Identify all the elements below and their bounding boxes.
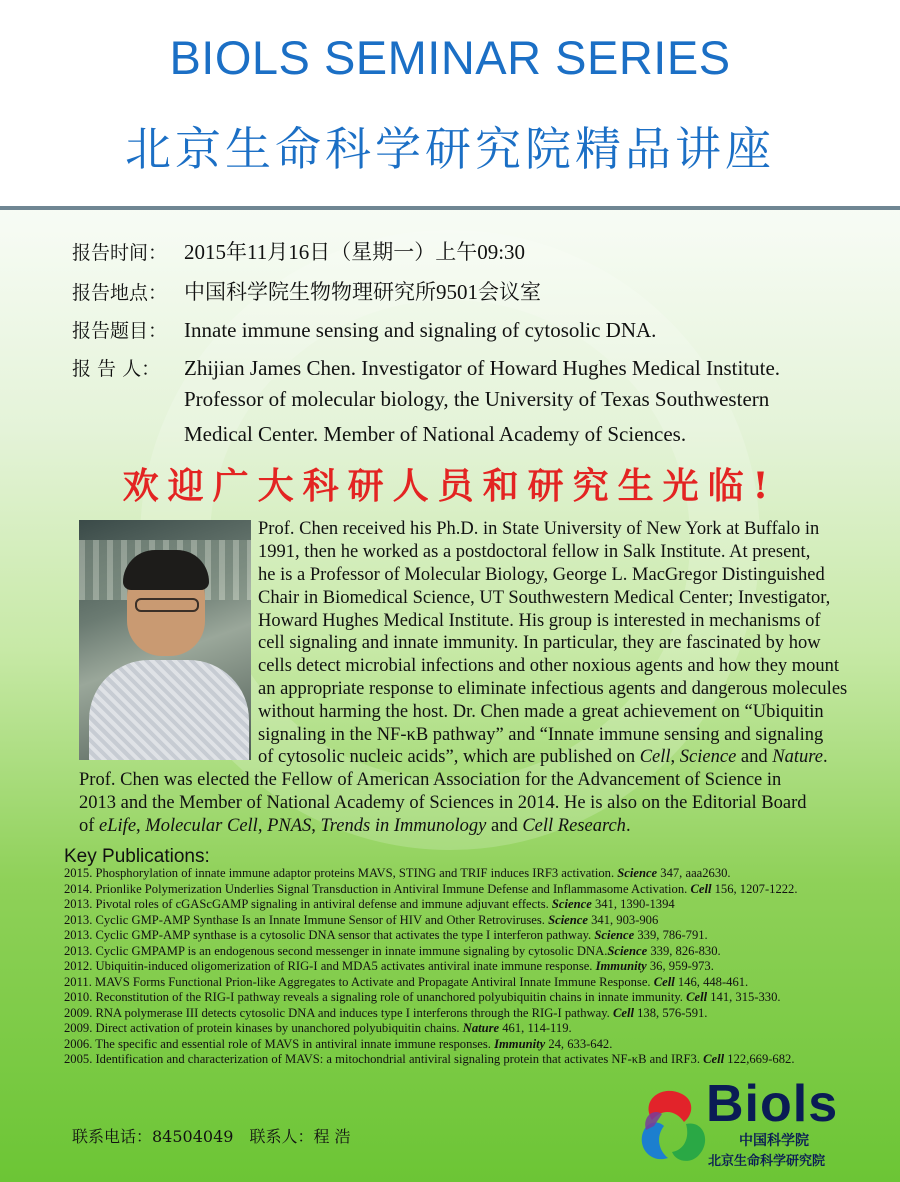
bio-line: cells detect microbial infections and other noxious agents and how they mount (258, 656, 840, 676)
photo-hair (123, 550, 209, 590)
speaker-line-3: Medical Center. Member of National Academy of Sciences. (184, 422, 687, 446)
journal-cell: Cell (639, 747, 671, 767)
publications-title: Key Publications: (64, 846, 210, 867)
journal-cell-research: Cell Research (522, 816, 626, 836)
publication-item (64, 882, 884, 898)
publications-list (64, 866, 884, 1068)
publication-ref: 347, aaa2630. (657, 866, 731, 880)
publication-item (64, 897, 884, 913)
bio-line: signaling in the NF-κB pathway” and “Innate immune sensing and signaling (258, 725, 824, 745)
journal-nature: Nature (772, 747, 823, 767)
publication-journal: Science (551, 897, 592, 911)
place-value: 中国科学院生物物理研究所9501会议室 (184, 280, 541, 304)
publication-text: 2014. Prionlike Polymerization Underlies Signal Transduction in Antiviral Immune Defense and Inflammasome Activation. (64, 881, 691, 896)
publication-item (64, 913, 884, 929)
bio-line: Prof. Chen received his Ph.D. in State University of New York at Buffalo in (258, 519, 820, 539)
publication-journal: Science (548, 912, 588, 927)
publication-text: 2010. Reconstitution of the RIG-I pathway reveals a signaling role of unanchored polyubiquitin chains in innate immunity. (64, 990, 687, 1004)
publication-text: 2013. Cyclic GMPAMP is an endogenous second messenger in innate immune signaling by cytosolic DNA. (64, 943, 608, 958)
publication-item (64, 944, 884, 960)
publication-item (64, 928, 884, 944)
bio-line: an appropriate response to eliminate infectious agents and dangerous molecules (258, 679, 848, 699)
publication-ref: 36, 959-973. (646, 959, 714, 973)
bio-text: , (670, 747, 680, 767)
topic-value: Innate immune sensing and signaling of cytosolic DNA. (184, 318, 657, 342)
journal-elife: eLife (99, 816, 137, 836)
journal-pnas: PNAS (267, 816, 312, 836)
publication-item (64, 866, 884, 882)
bio-line: Chair in Biomedical Science, UT Southwestern Medical Center; Investigator, (258, 588, 831, 608)
bio-line: Howard Hughes Medical Institute. His group is interested in mechanisms of (258, 611, 821, 631)
topic-label: 报告题目： (72, 320, 168, 342)
header-divider (0, 206, 900, 210)
info-speaker (72, 354, 780, 381)
publication-ref: 339, 786-791. (634, 928, 708, 942)
time-value: 2015年11月16日（星期一）上午09:30 (184, 240, 526, 264)
publication-text: 2013. Cyclic GMP-AMP synthase is a cytosolic DNA sensor that activates the type I interferon pathway. (64, 928, 595, 942)
publication-text: 2006. The specific and essential role of MAVS in antiviral innate immune responses. (64, 1036, 495, 1051)
publication-journal: Nature (462, 1021, 500, 1035)
welcome-banner: 欢迎广大科研人员和研究生光临! (122, 465, 778, 507)
publication-ref: 122,669-682. (724, 1052, 795, 1066)
logo-subtitle-cas: 中国科学院 (739, 1133, 809, 1149)
publication-item (64, 1006, 884, 1022)
time-label: 报告时间： (72, 242, 168, 264)
info-place (72, 276, 541, 306)
publication-text: 2011. MAVS Forms Functional Prion-like Aggregates to Activate and Propagate Antiviral Innate Immune Response. (64, 974, 654, 989)
publication-journal: Cell (690, 881, 712, 896)
journal-trends-immunology: Trends in Immunology (320, 816, 487, 836)
publication-journal: Science (594, 928, 635, 942)
bio-text: of (79, 816, 100, 836)
journal-science: Science (679, 747, 737, 767)
publication-journal: Immunity (595, 959, 647, 973)
header (0, 0, 900, 208)
publication-journal: Cell (612, 1005, 634, 1020)
publication-journal: Cell (686, 990, 708, 1004)
bio-line: without harming the host. Dr. Chen made a great achievement on “Ubiquitin (258, 702, 824, 722)
bio-text: . (822, 747, 828, 767)
publication-ref: 341, 1390-1394 (591, 897, 675, 911)
bio-text: of cytosolic nucleic acids”, which are published on (258, 747, 640, 767)
title-chinese: 北京生命科学研究院精品讲座 (125, 122, 775, 176)
photo-glasses (135, 598, 199, 612)
publication-ref: 141, 315-330. (707, 990, 781, 1004)
publication-item (64, 990, 884, 1006)
bio-text: and (736, 747, 773, 767)
publication-text: 2015. Phosphorylation of innate immune adaptor proteins MAVS, STING and TRIF induces IRF3 activation. (64, 866, 618, 880)
publication-item (64, 1052, 884, 1068)
publication-item (64, 1021, 884, 1037)
photo-shirt (89, 660, 249, 760)
bio-text: . (625, 816, 631, 836)
publication-ref: 156, 1207-1222. (711, 881, 798, 896)
logo-subtitle-institute: 北京生命科学研究院 (708, 1154, 826, 1169)
bio-text: , (136, 816, 146, 836)
bio-line: Prof. Chen was elected the Fellow of American Association for the Advancement of Science in (79, 770, 782, 790)
bio-line (258, 746, 828, 769)
publication-ref: 146, 448-461. (674, 974, 749, 989)
publication-item (64, 975, 884, 991)
info-time (72, 236, 525, 266)
speaker-line-1: Zhijian James Chen. Investigator of Howard Hughes Medical Institute. (184, 356, 781, 380)
publication-item (64, 1037, 884, 1053)
publication-journal: Science (617, 866, 658, 880)
bio-line: 1991, then he worked as a postdoctoral fellow in Salk Institute. At present, (258, 542, 811, 562)
publication-text: 2012. Ubiquitin-induced oligomerization of RIG-I and MDA5 activates antiviral inate immune response. (64, 959, 596, 973)
bio-text: , (257, 816, 268, 836)
bio-line: cell signaling and innate immunity. In particular, they are fascinated by how (258, 633, 821, 653)
publication-ref: 24, 633-642. (545, 1036, 613, 1051)
logo-wordmark: Biols (706, 1075, 839, 1133)
publication-journal: Cell (703, 1052, 725, 1066)
bio-line (79, 815, 631, 838)
publication-ref: 339, 826-830. (647, 943, 721, 958)
publication-text: 2005. Identification and characterization of MAVS: a mitochondrial antiviral signaling protein that activates NF-κB and IRF3. (64, 1052, 704, 1066)
publication-journal: Science (607, 943, 648, 958)
logo-mark (642, 1091, 705, 1161)
publication-ref: 341, 903-906 (587, 912, 659, 927)
bio-text: , (311, 816, 321, 836)
publication-item (64, 959, 884, 975)
publication-journal: Cell (653, 974, 675, 989)
publication-text: 2009. RNA polymerase III detects cytosolic DNA and induces type I interferons through the RIG-I pathway. (64, 1005, 613, 1020)
publication-text: 2013. Pivotal roles of cGAScGAMP signaling in antiviral defense and immune adjuvant effects. (64, 897, 552, 911)
publication-ref: 461, 114-119. (499, 1021, 572, 1035)
speaker-label: 报 告 人： (72, 358, 161, 380)
bio-line: 2013 and the Member of National Academy of Sciences in 2014. He is also on the Editorial Board (79, 793, 807, 813)
publication-ref: 138, 576-591. (633, 1005, 708, 1020)
info-topic (72, 316, 656, 343)
place-label: 报告地点： (72, 282, 168, 304)
publication-text: 2013. Cyclic GMP-AMP Synthase Is an Innate Immune Sensor of HIV and Other Retroviruses. (64, 912, 549, 927)
contact-info: 联系电话：84504049 联系人：程 浩 (72, 1127, 351, 1146)
title-english: BIOLS SEMINAR SERIES (169, 31, 731, 84)
bio-line: he is a Professor of Molecular Biology, George L. MacGregor Distinguished (258, 565, 825, 585)
journal-molecular-cell: Molecular Cell (145, 816, 258, 836)
publication-text: 2009. Direct activation of protein kinases by unanchored polyubiquitin chains. (64, 1021, 463, 1035)
bio-text: and (486, 816, 523, 836)
speaker-photo (79, 520, 251, 760)
speaker-line-2: Professor of molecular biology, the University of Texas Southwestern (184, 387, 770, 411)
publication-journal: Immunity (494, 1036, 546, 1051)
